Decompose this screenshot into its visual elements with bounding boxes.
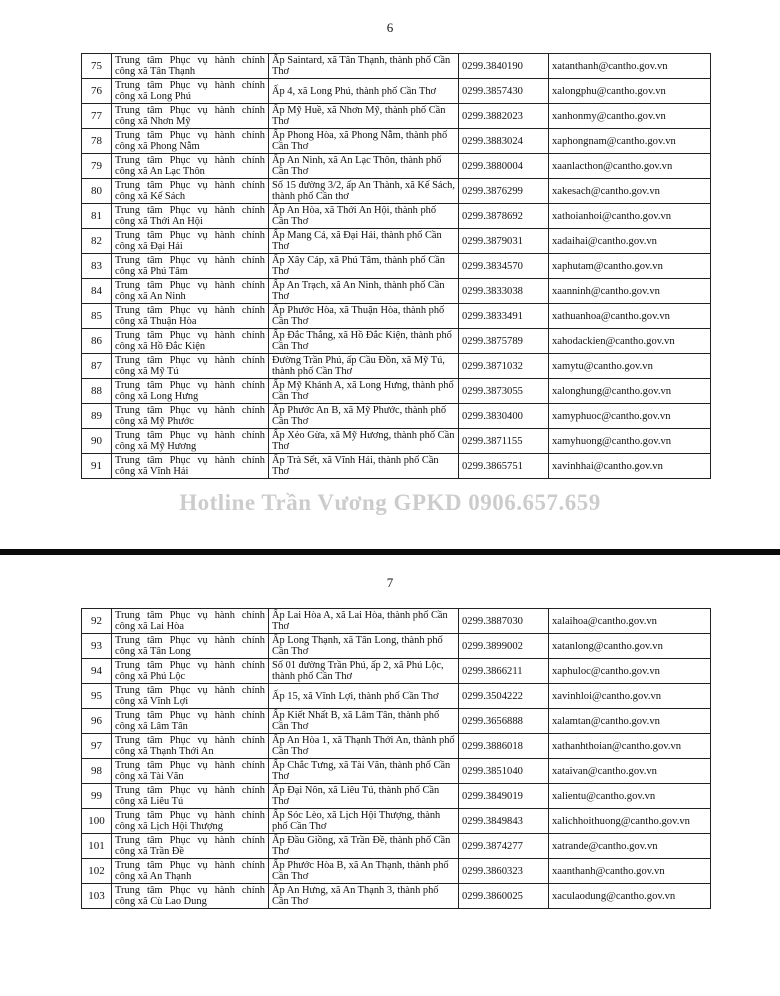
email-address: xalamtan@cantho.gov.vn bbox=[549, 709, 711, 734]
email-address: xathanhthoian@cantho.gov.vn bbox=[549, 734, 711, 759]
phone-number: 0299.3882023 bbox=[459, 104, 549, 129]
center-name: Trung tâm Phục vụ hành chính công xã Vĩnh Hải bbox=[112, 454, 269, 479]
page-number-top: 6 bbox=[386, 20, 394, 35]
table-row bbox=[82, 709, 711, 734]
table-row bbox=[82, 454, 711, 479]
email-address: xakesach@cantho.gov.vn bbox=[549, 179, 711, 204]
table-row bbox=[82, 379, 711, 404]
phone-number: 0299.3851040 bbox=[459, 759, 549, 784]
center-name: Trung tâm Phục vụ hành chính công xã Phú Tâm bbox=[112, 254, 269, 279]
table-row bbox=[82, 154, 711, 179]
center-name: Trung tâm Phục vụ hành chính công xã Thạnh Thới An bbox=[112, 734, 269, 759]
center-address: Ấp Saintard, xã Tân Thạnh, thành phố Cần Thơ bbox=[269, 54, 459, 79]
row-number: 89 bbox=[82, 404, 112, 429]
table-row bbox=[82, 404, 711, 429]
phone-number: 0299.3883024 bbox=[459, 129, 549, 154]
row-number: 76 bbox=[82, 79, 112, 104]
center-address: Ấp 15, xã Vĩnh Lợi, thành phố Cần Thơ bbox=[269, 684, 459, 709]
center-name: Trung tâm Phục vụ hành chính công xã Mỹ Tú bbox=[112, 354, 269, 379]
email-address: xadaihai@cantho.gov.vn bbox=[549, 229, 711, 254]
center-name: Trung tâm Phục vụ hành chính công xã Lịch Hội Thượng bbox=[112, 809, 269, 834]
center-address: Ấp An Trạch, xã An Ninh, thành phố Cần Thơ bbox=[269, 279, 459, 304]
center-address: Số 15 đường 3/2, ấp An Thành, xã Kế Sách, thành phố Cần thơ bbox=[269, 179, 459, 204]
email-address: xatanlong@cantho.gov.vn bbox=[549, 634, 711, 659]
row-number: 94 bbox=[82, 659, 112, 684]
center-name: Trung tâm Phục vụ hành chính công xã An Ninh bbox=[112, 279, 269, 304]
center-name: Trung tâm Phục vụ hành chính công xã Lâm Tân bbox=[112, 709, 269, 734]
center-address: Ấp Sóc Lèo, xã Lịch Hội Thượng, thành phố Cần Thơ bbox=[269, 809, 459, 834]
center-name: Trung tâm Phục vụ hành chính công xã Cù Lao Dung bbox=[112, 884, 269, 909]
row-number: 84 bbox=[82, 279, 112, 304]
row-number: 97 bbox=[82, 734, 112, 759]
email-address: xatrande@cantho.gov.vn bbox=[549, 834, 711, 859]
table-row bbox=[82, 429, 711, 454]
phone-number: 0299.3880004 bbox=[459, 154, 549, 179]
email-address: xaphuloc@cantho.gov.vn bbox=[549, 659, 711, 684]
row-number: 82 bbox=[82, 229, 112, 254]
phone-number: 0299.3840190 bbox=[459, 54, 549, 79]
table-row bbox=[82, 179, 711, 204]
row-number: 93 bbox=[82, 634, 112, 659]
email-address: xaphongnam@cantho.gov.vn bbox=[549, 129, 711, 154]
email-address: xaphutam@cantho.gov.vn bbox=[549, 254, 711, 279]
table-row bbox=[82, 609, 711, 634]
center-name: Trung tâm Phục vụ hành chính công xã Kế Sách bbox=[112, 179, 269, 204]
center-name: Trung tâm Phục vụ hành chính công xã Tân Thạnh bbox=[112, 54, 269, 79]
center-address: Ấp Phước An B, xã Mỹ Phước, thành phố Cần Thơ bbox=[269, 404, 459, 429]
center-address: Số 01 đường Trần Phú, ấp 2, xã Phú Lộc, thành phố Cần Thơ bbox=[269, 659, 459, 684]
table-row bbox=[82, 229, 711, 254]
watermark-text: Hotline Trần Vương GPKD 0906.657.659 bbox=[179, 490, 601, 515]
center-address: Ấp Phước Hòa B, xã An Thạnh, thành phố Cần Thơ bbox=[269, 859, 459, 884]
row-number: 100 bbox=[82, 809, 112, 834]
phone-number: 0299.3833038 bbox=[459, 279, 549, 304]
center-address: Ấp An Hòa 1, xã Thạnh Thới An, thành phố Cần Thơ bbox=[269, 734, 459, 759]
center-address: Ấp Trà Sết, xã Vĩnh Hải, thành phố Cần Thơ bbox=[269, 454, 459, 479]
row-number: 99 bbox=[82, 784, 112, 809]
row-number: 88 bbox=[82, 379, 112, 404]
row-number: 75 bbox=[82, 54, 112, 79]
phone-number: 0299.3886018 bbox=[459, 734, 549, 759]
phone-number: 0299.3656888 bbox=[459, 709, 549, 734]
center-name: Trung tâm Phục vụ hành chính công xã An Thạnh bbox=[112, 859, 269, 884]
center-name: Trung tâm Phục vụ hành chính công xã Vĩnh Lợi bbox=[112, 684, 269, 709]
row-number: 77 bbox=[82, 104, 112, 129]
center-name: Trung tâm Phục vụ hành chính công xã Lai Hòa bbox=[112, 609, 269, 634]
phone-number: 0299.3830400 bbox=[459, 404, 549, 429]
email-address: xaanninh@cantho.gov.vn bbox=[549, 279, 711, 304]
table-row bbox=[82, 79, 711, 104]
center-name: Trung tâm Phục vụ hành chính công xã An Lạc Thôn bbox=[112, 154, 269, 179]
row-number: 95 bbox=[82, 684, 112, 709]
table-row bbox=[82, 204, 711, 229]
phone-number: 0299.3857430 bbox=[459, 79, 549, 104]
row-number: 79 bbox=[82, 154, 112, 179]
email-address: xalongphu@cantho.gov.vn bbox=[549, 79, 711, 104]
phone-number: 0299.3874277 bbox=[459, 834, 549, 859]
row-number: 86 bbox=[82, 329, 112, 354]
table-body bbox=[82, 609, 711, 909]
phone-number: 0299.3873055 bbox=[459, 379, 549, 404]
center-address: Ấp Đắc Thắng, xã Hồ Đắc Kiện, thành phố Cần Thơ bbox=[269, 329, 459, 354]
row-number: 85 bbox=[82, 304, 112, 329]
page-number-bottom: 7 bbox=[386, 575, 394, 590]
row-number: 80 bbox=[82, 179, 112, 204]
phone-number: 0299.3876299 bbox=[459, 179, 549, 204]
phone-number: 0299.3871155 bbox=[459, 429, 549, 454]
email-address: xaanlacthon@cantho.gov.vn bbox=[549, 154, 711, 179]
phone-number: 0299.3860025 bbox=[459, 884, 549, 909]
center-address: Ấp An Hòa, xã Thới An Hội, thành phố Cần Thơ bbox=[269, 204, 459, 229]
email-address: xamyhuong@cantho.gov.vn bbox=[549, 429, 711, 454]
center-address: Ấp An Hưng, xã An Thạnh 3, thành phố Cần Thơ bbox=[269, 884, 459, 909]
center-address: Ấp Đại Nôn, xã Liêu Tú, thành phố Cần Thơ bbox=[269, 784, 459, 809]
table-row bbox=[82, 784, 711, 809]
email-address: xalaihoa@cantho.gov.vn bbox=[549, 609, 711, 634]
center-address: Ấp 4, xã Long Phú, thành phố Cần Thơ bbox=[269, 79, 459, 104]
phone-number: 0299.3834570 bbox=[459, 254, 549, 279]
phone-number: 0299.3860323 bbox=[459, 859, 549, 884]
phone-number: 0299.3849019 bbox=[459, 784, 549, 809]
center-name: Trung tâm Phục vụ hành chính công xã Hồ Đắc Kiện bbox=[112, 329, 269, 354]
center-name: Trung tâm Phục vụ hành chính công xã Tân Long bbox=[112, 634, 269, 659]
phone-number: 0299.3875789 bbox=[459, 329, 549, 354]
page-divider bbox=[0, 549, 780, 555]
table-row bbox=[82, 809, 711, 834]
row-number: 102 bbox=[82, 859, 112, 884]
row-number: 83 bbox=[82, 254, 112, 279]
directory-table-top bbox=[81, 53, 711, 479]
row-number: 96 bbox=[82, 709, 112, 734]
email-address: xathoianhoi@cantho.gov.vn bbox=[549, 204, 711, 229]
row-number: 87 bbox=[82, 354, 112, 379]
email-address: xathuanhoa@cantho.gov.vn bbox=[549, 304, 711, 329]
email-address: xamytu@cantho.gov.vn bbox=[549, 354, 711, 379]
center-name: Trung tâm Phục vụ hành chính công xã Trần Đề bbox=[112, 834, 269, 859]
table-row bbox=[82, 104, 711, 129]
center-address: Ấp Phước Hòa, xã Thuận Hòa, thành phố Cần Thơ bbox=[269, 304, 459, 329]
center-name: Trung tâm Phục vụ hành chính công xã Long Phú bbox=[112, 79, 269, 104]
table-row bbox=[82, 354, 711, 379]
phone-number: 0299.3504222 bbox=[459, 684, 549, 709]
table-row bbox=[82, 884, 711, 909]
email-address: xahodackien@cantho.gov.vn bbox=[549, 329, 711, 354]
center-address: Ấp Phong Hòa, xã Phong Nẫm, thành phố Cần Thơ bbox=[269, 129, 459, 154]
row-number: 92 bbox=[82, 609, 112, 634]
center-address: Ấp Lai Hòa A, xã Lai Hòa, thành phố Cần Thơ bbox=[269, 609, 459, 634]
phone-number: 0299.3879031 bbox=[459, 229, 549, 254]
email-address: xavinhhai@cantho.gov.vn bbox=[549, 454, 711, 479]
email-address: xalichhoithuong@cantho.gov.vn bbox=[549, 809, 711, 834]
phone-number: 0299.3849843 bbox=[459, 809, 549, 834]
table-row bbox=[82, 759, 711, 784]
table-row bbox=[82, 734, 711, 759]
center-address: Ấp Mỹ Khánh A, xã Long Hưng, thành phố Cần Thơ bbox=[269, 379, 459, 404]
directory-table-bottom bbox=[81, 608, 711, 909]
center-address: Ấp Xẻo Gừa, xã Mỹ Hương, thành phố Cần Thơ bbox=[269, 429, 459, 454]
row-number: 91 bbox=[82, 454, 112, 479]
center-address: Ấp Mang Cá, xã Đại Hải, thành phố Cần Thơ bbox=[269, 229, 459, 254]
phone-number: 0299.3878692 bbox=[459, 204, 549, 229]
phone-number: 0299.3887030 bbox=[459, 609, 549, 634]
center-address: Đường Trần Phú, ấp Cầu Đồn, xã Mỹ Tú, thành phố Cần Thơ bbox=[269, 354, 459, 379]
email-address: xataivan@cantho.gov.vn bbox=[549, 759, 711, 784]
table-body bbox=[82, 54, 711, 479]
row-number: 78 bbox=[82, 129, 112, 154]
center-name: Trung tâm Phục vụ hành chính công xã Mỹ Phước bbox=[112, 404, 269, 429]
email-address: xalonghung@cantho.gov.vn bbox=[549, 379, 711, 404]
center-address: Ấp Long Thạnh, xã Tân Long, thành phố Cần Thơ bbox=[269, 634, 459, 659]
phone-number: 0299.3871032 bbox=[459, 354, 549, 379]
email-address: xaanthanh@cantho.gov.vn bbox=[549, 859, 711, 884]
row-number: 90 bbox=[82, 429, 112, 454]
center-address: Ấp Kiết Nhất B, xã Lâm Tân, thành phố Cần Thơ bbox=[269, 709, 459, 734]
center-name: Trung tâm Phục vụ hành chính công xã Phú Lộc bbox=[112, 659, 269, 684]
table-row bbox=[82, 329, 711, 354]
table-row bbox=[82, 834, 711, 859]
center-name: Trung tâm Phục vụ hành chính công xã Liêu Tú bbox=[112, 784, 269, 809]
center-address: Ấp Mỹ Huề, xã Nhơn Mỹ, thành phố Cần Thơ bbox=[269, 104, 459, 129]
center-name: Trung tâm Phục vụ hành chính công xã Long Hưng bbox=[112, 379, 269, 404]
phone-number: 0299.3866211 bbox=[459, 659, 549, 684]
center-name: Trung tâm Phục vụ hành chính công xã Phong Nẫm bbox=[112, 129, 269, 154]
table-row bbox=[82, 684, 711, 709]
row-number: 101 bbox=[82, 834, 112, 859]
row-number: 103 bbox=[82, 884, 112, 909]
center-name: Trung tâm Phục vụ hành chính công xã Mỹ Hương bbox=[112, 429, 269, 454]
phone-number: 0299.3865751 bbox=[459, 454, 549, 479]
row-number: 81 bbox=[82, 204, 112, 229]
row-number: 98 bbox=[82, 759, 112, 784]
phone-number: 0299.3899002 bbox=[459, 634, 549, 659]
email-address: xamyphuoc@cantho.gov.vn bbox=[549, 404, 711, 429]
center-name: Trung tâm Phục vụ hành chính công xã Nhơn Mỹ bbox=[112, 104, 269, 129]
table-row bbox=[82, 659, 711, 684]
table-row bbox=[82, 54, 711, 79]
center-name: Trung tâm Phục vụ hành chính công xã Đại Hải bbox=[112, 229, 269, 254]
email-address: xanhonmy@cantho.gov.vn bbox=[549, 104, 711, 129]
table-row bbox=[82, 129, 711, 154]
center-name: Trung tâm Phục vụ hành chính công xã Thuận Hòa bbox=[112, 304, 269, 329]
table-row bbox=[82, 254, 711, 279]
center-address: Ấp An Ninh, xã An Lạc Thôn, thành phố Cần Thơ bbox=[269, 154, 459, 179]
center-address: Ấp Chắc Tưng, xã Tài Văn, thành phố Cần Thơ bbox=[269, 759, 459, 784]
center-name: Trung tâm Phục vụ hành chính công xã Thới An Hội bbox=[112, 204, 269, 229]
phone-number: 0299.3833491 bbox=[459, 304, 549, 329]
table-row bbox=[82, 634, 711, 659]
table-row bbox=[82, 304, 711, 329]
table-row bbox=[82, 279, 711, 304]
center-address: Ấp Đầu Giồng, xã Trần Đề, thành phố Cần Thơ bbox=[269, 834, 459, 859]
center-name: Trung tâm Phục vụ hành chính công xã Tài Văn bbox=[112, 759, 269, 784]
email-address: xaculaodung@cantho.gov.vn bbox=[549, 884, 711, 909]
email-address: xatanthanh@cantho.gov.vn bbox=[549, 54, 711, 79]
email-address: xavinhloi@cantho.gov.vn bbox=[549, 684, 711, 709]
center-address: Ấp Xây Cáp, xã Phú Tâm, thành phố Cần Thơ bbox=[269, 254, 459, 279]
email-address: xalientu@cantho.gov.vn bbox=[549, 784, 711, 809]
table-row bbox=[82, 859, 711, 884]
